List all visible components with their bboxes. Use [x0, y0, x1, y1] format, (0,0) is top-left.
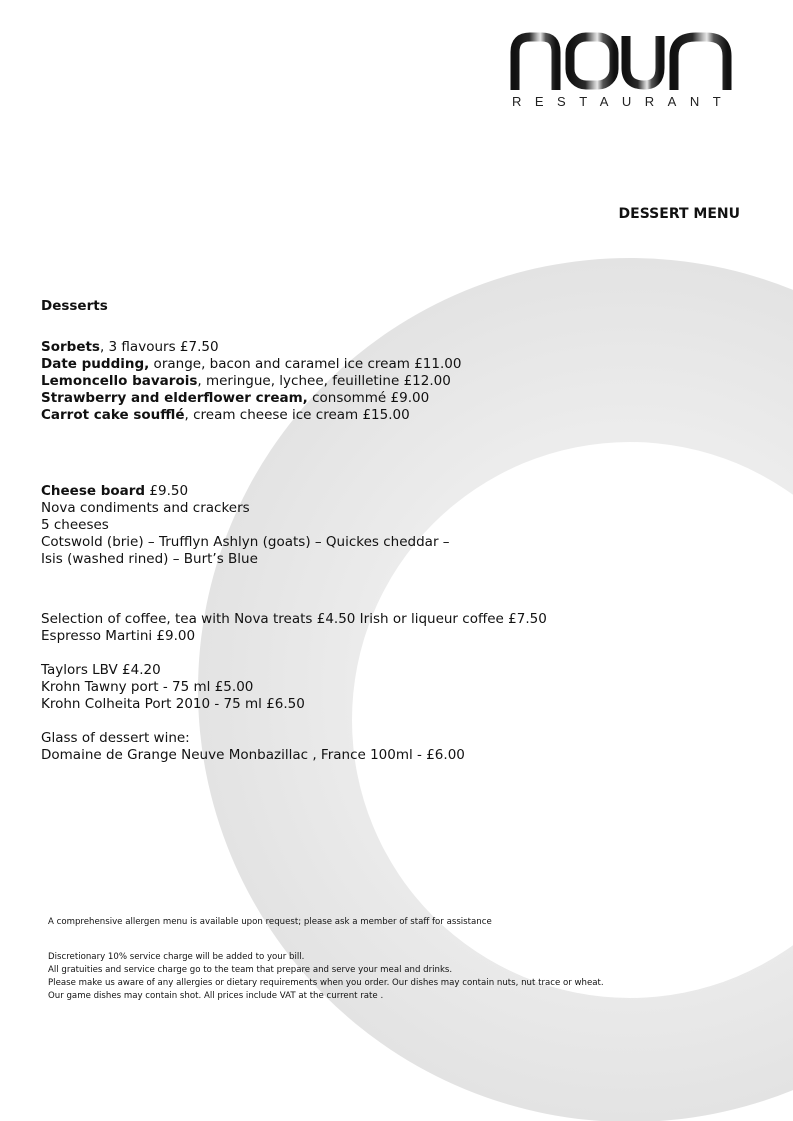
menu-title: DESSERT MENU: [618, 206, 740, 222]
port-line: Taylors LBV £4.20: [41, 662, 161, 678]
cheese-line: Nova condiments and crackers: [41, 500, 250, 516]
cheese-board-price: £9.50: [145, 483, 189, 499]
footer-notes: [48, 916, 748, 1003]
cheese-board-name: Cheese board: [41, 483, 146, 499]
dessert-name: Carrot cake soufflé: [41, 407, 185, 423]
desserts-heading: Desserts: [41, 298, 108, 314]
dessert-desc: , cream cheese ice cream £15.00: [184, 407, 410, 423]
dessert-name: Lemoncello bavarois: [41, 373, 198, 389]
dessert-item: [41, 356, 741, 373]
cheese-line: Cotswold (brie) – Trufflyn Ashlyn (goats) – Quickes cheddar –: [41, 534, 450, 550]
nova-logo-mark: [510, 32, 732, 92]
dessert-item: [41, 339, 741, 356]
dessert-desc: consommé £9.00: [307, 390, 430, 406]
cheese-board-title: [41, 483, 741, 500]
dessert-desc: , 3 flavours £7.50: [99, 339, 219, 355]
footer-note: Our game dishes may contain shot. All prices include VAT at the current rate .: [48, 991, 384, 1001]
dessert-item: [41, 390, 741, 407]
port-line: Krohn Colheita Port 2010 - 75 ml £6.50: [41, 696, 305, 712]
allergen-notice: A comprehensive allergen menu is available upon request; please ask a member of staff for assistance: [48, 917, 492, 927]
dessert-name: Sorbets: [41, 339, 100, 355]
dessert-desc: , meringue, lychee, feuilletine £12.00: [197, 373, 451, 389]
coffee-line: Selection of coffee, tea with Nova treats £4.50 Irish or liqueur coffee £7.50: [41, 611, 547, 627]
footer-note: All gratuities and service charge go to the team that prepare and serve your meal and drinks.: [48, 965, 453, 975]
port-line: Krohn Tawny port - 75 ml £5.00: [41, 679, 254, 695]
dessert-name: Date pudding,: [41, 356, 150, 372]
dessert-wine-line: Glass of dessert wine:: [41, 730, 190, 746]
dessert-desc: orange, bacon and caramel ice cream £11.00: [149, 356, 462, 372]
dessert-wine-line: Domaine de Grange Neuve Monbazillac , France 100ml - £6.00: [41, 747, 465, 763]
restaurant-subtitle: RESTAURANT: [512, 94, 735, 109]
menu-content: [41, 298, 741, 764]
dessert-item: [41, 373, 741, 390]
cheese-line: 5 cheeses: [41, 517, 109, 533]
dessert-name: Strawberry and elderflower cream,: [41, 390, 308, 406]
footer-note: Please make us aware of any allergies or dietary requirements when you order. Our dishes may contain nuts, nut trace or wheat.: [48, 978, 604, 988]
dessert-item: [41, 407, 741, 424]
coffee-line: Espresso Martini £9.00: [41, 628, 196, 644]
cheese-line: Isis (washed rined) – Burt’s Blue: [41, 551, 258, 567]
footer-note: Discretionary 10% service charge will be added to your bill.: [48, 952, 305, 962]
